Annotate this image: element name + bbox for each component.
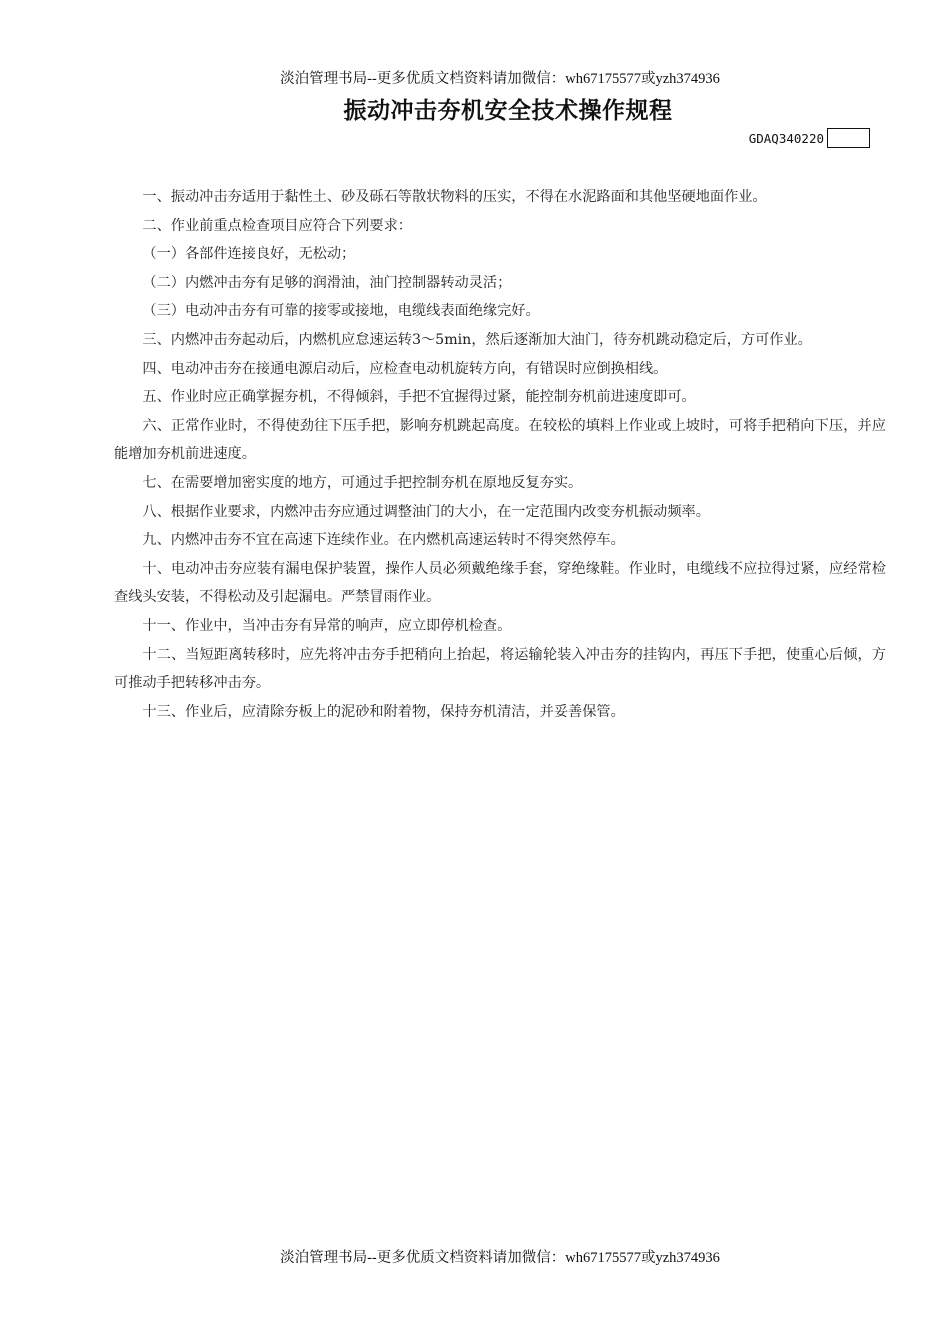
paragraph: 十一、作业中，当冲击夯有异常的响声，应立即停机检查。: [142, 617, 512, 634]
footer-note: 淡泊管理书局--更多优质文档资料请加微信：wh67175577或yzh374936: [280, 1250, 720, 1266]
paragraph: （三）电动冲击夯有可靠的接零或接地，电缆线表面绝缘完好。: [142, 303, 540, 320]
paragraph: 七、在需要增加密实度的地方，可通过手把控制夯机在原地反复夯实。: [142, 474, 583, 491]
paragraph: 一、振动冲击夯适用于黏性土、砂及砾石等散状物料的压实，不得在水泥路面和其他坚硬地面作业。: [142, 189, 767, 205]
paragraph: （一）各部件连接良好，无松动；: [142, 246, 356, 263]
code-box: [827, 128, 870, 148]
paragraph: 五、作业时应正确掌握夯机，不得倾斜，手把不宜握得过紧，能控制夯机前进速度即可。: [142, 389, 696, 406]
paragraph: 十、电动冲击夯应装有漏电保护装置，操作人员必须戴绝缘手套，穿绝缘鞋。作业时，电缆线不应拉得过紧，应经常检查线头安装，不得松动及引起漏电。严禁冒雨作业。: [114, 560, 886, 606]
paragraph: 八、根据作业要求，内燃冲击夯应通过调整油门的大小，在一定范围内改变夯机振动频率。: [142, 503, 710, 520]
document-code: GDAQ340220: [748, 130, 824, 146]
document-body: [114, 183, 886, 726]
paragraph: 十三、作业后，应清除夯板上的泥砂和附着物，保持夯机清洁，并妥善保管。: [142, 703, 625, 720]
document-code-row: [749, 128, 870, 148]
paragraph: 十二、当短距离转移时，应先将冲击夯手把稍向上抬起，将运输轮装入冲击夯的挂钩内，再压下手把，使重心后倾，方可推动手把转移冲击夯。: [114, 646, 886, 692]
paragraph: （二）内燃冲击夯有足够的润滑油，油门控制器转动灵活；: [142, 274, 512, 291]
paragraph: 三、内燃冲击夯起动后，内燃机应怠速运转3～5min，然后逐渐加大油门，待夯机跳动稳定后，方可作业。: [142, 331, 812, 348]
header-note: 淡泊管理书局--更多优质文档资料请加微信：wh67175577或yzh374936: [280, 71, 720, 87]
paragraph: 九、内燃冲击夯不宜在高速下连续作业。在内燃机高速运转时不得突然停车。: [142, 532, 625, 549]
document-title: 振动冲击夯机安全技术操作规程: [343, 98, 673, 124]
paragraph: 二、作业前重点检查项目应符合下列要求：: [142, 217, 412, 234]
paragraph: 四、电动冲击夯在接通电源启动后，应检查电动机旋转方向，有错误时应倒换相线。: [142, 360, 668, 377]
paragraph: 六、正常作业时，不得使劲往下压手把，影响夯机跳起高度。在较松的填料上作业或上坡时，可将手把稍向下压，并应能增加夯机前进速度。: [114, 417, 886, 463]
